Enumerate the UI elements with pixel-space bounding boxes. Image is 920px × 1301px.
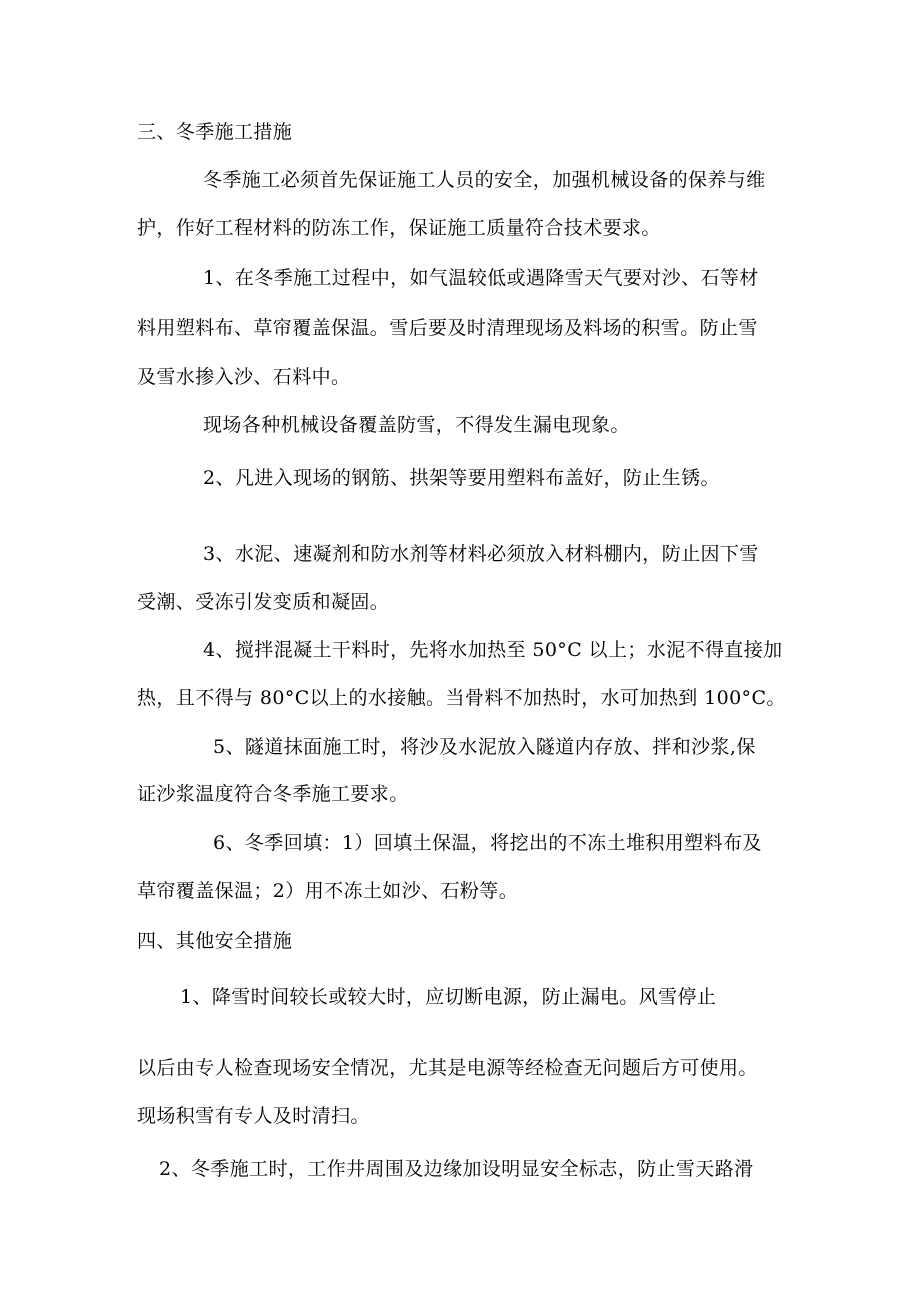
safety-item-2-line-1: 2、冬季施工时，工作井周围及边缘加设明显安全标志，防止雪天路滑 bbox=[159, 1158, 754, 1180]
item-1-line-2: 料用塑料布、草帘覆盖保温。雪后要及时清理现场及料场的积雪。防止雪 bbox=[137, 317, 758, 339]
item-5-line-1: 5、隧道抹面施工时，将沙及水泥放入隧道内存放、拌和沙浆,保 bbox=[213, 736, 756, 758]
item-6-line-2: 草帘覆盖保温；2）用不冻土如沙、石粉等。 bbox=[137, 880, 519, 902]
item-3-line-1: 3、水泥、速凝剂和防水剂等材料必须放入材料棚内，防止因下雪 bbox=[203, 543, 759, 565]
item-1-note: 现场各种机械设备覆盖防雪，不得发生漏电现象。 bbox=[203, 414, 630, 436]
item-6-line-1: 6、冬季回填：1）回填土保温，将挖出的不冻土堆积用塑料布及 bbox=[213, 832, 762, 854]
paragraph-intro-line-2: 护，作好工程材料的防冻工作，保证施工质量符合技术要求。 bbox=[137, 217, 661, 239]
safety-item-1-line-3: 现场积雪有专人及时清扫。 bbox=[137, 1105, 370, 1127]
item-1-line-1: 1、在冬季施工过程中，如气温较低或遇降雪天气要对沙、石等材 bbox=[203, 267, 759, 289]
item-2: 2、凡进入现场的钢筋、拱架等要用塑料布盖好，防止生锈。 bbox=[203, 467, 720, 489]
safety-item-1-line-1: 1、降雪时间较长或较大时，应切断电源，防止漏电。风雪停止 bbox=[180, 986, 717, 1008]
item-1-line-3: 及雪水掺入沙、石料中。 bbox=[137, 366, 351, 388]
item-5-line-2: 证沙浆温度符合冬季施工要求。 bbox=[137, 783, 409, 805]
section-heading-other-safety: 四、其他安全措施 bbox=[137, 930, 293, 952]
paragraph-intro-line-1: 冬季施工必须首先保证施工人员的安全，加强机械设备的保养与维 bbox=[203, 169, 766, 191]
item-4-line-1: 4、搅拌混凝土干料时，先将水加热至 50°C 以上；水泥不得直接加 bbox=[203, 639, 783, 661]
section-heading-winter-construction: 三、冬季施工措施 bbox=[137, 121, 293, 143]
safety-item-1-line-2: 以后由专人检查现场安全情况，尤其是电源等经检查无问题后方可使用。 bbox=[137, 1057, 758, 1079]
item-4-line-2: 热，且不得与 80°C以上的水接触。当骨料不加热时，水可加热到 100°C。 bbox=[137, 687, 786, 709]
item-3-line-2: 受潮、受冻引发变质和凝固。 bbox=[137, 591, 390, 613]
